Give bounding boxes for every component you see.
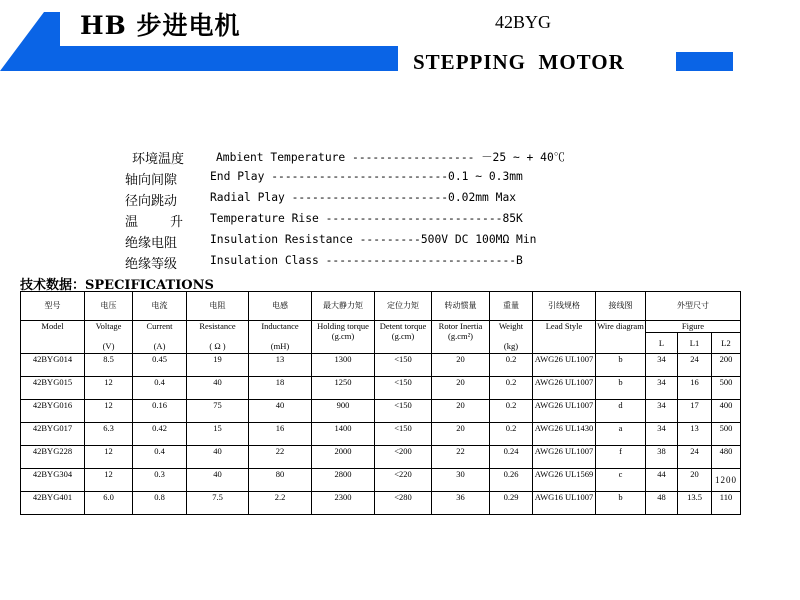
cell-l: 38 — [646, 446, 678, 469]
header-holding-torque-cn: 最大静力矩 — [312, 292, 375, 321]
cell-l1: 20 — [678, 469, 712, 492]
cell-model: 42BYG014 — [21, 354, 85, 377]
cell-voltage: 12 — [85, 400, 133, 423]
cell-inductance: 18 — [249, 377, 312, 400]
cell-current: 0.4 — [133, 377, 187, 400]
cell-inductance: 13 — [249, 354, 312, 377]
table-row — [21, 469, 741, 492]
model-series: 42BYG — [495, 12, 552, 32]
header-model-cn: 型号 — [21, 292, 85, 321]
header-rotor-inertia-cn: 转动惯量 — [432, 292, 490, 321]
table-row — [21, 423, 741, 446]
spec-value-en: Insulation Resistance ---------500V DC 100MΩ Min — [210, 233, 537, 246]
cell-l1: 24 — [678, 354, 712, 377]
cell-inductance: 40 — [249, 400, 312, 423]
cell-model: 42BYG304 — [21, 469, 85, 492]
cell-current: 0.42 — [133, 423, 187, 446]
cell-rotor-inertia: 36 — [432, 492, 490, 515]
spec-value-en: End Play --------------------------0.1 ~ 0.3mm — [210, 170, 523, 183]
spec-label-char: 升 — [169, 215, 183, 230]
cell-l1: 17 — [678, 400, 712, 423]
cell-current: 0.8 — [133, 492, 187, 515]
cell-resistance: 7.5 — [187, 492, 249, 515]
spec-value-en: Temperature Rise --------------------------85K — [210, 212, 523, 225]
cell-model: 42BYG015 — [21, 377, 85, 400]
cell-l: 34 — [646, 400, 678, 423]
cell-weight: 0.2 — [490, 377, 533, 400]
spec-value-en: Radial Play -----------------------0.02mm Max — [210, 191, 517, 204]
spec-label-cn: 绝缘电阻 — [125, 236, 178, 251]
cell-wire-diagram: a — [596, 423, 646, 446]
cell-l: 48 — [646, 492, 678, 515]
cell-current: 0.3 — [133, 469, 187, 492]
cell-wire-diagram: b — [596, 354, 646, 377]
header-wire-diagram: Wire diagram — [596, 321, 646, 354]
specifications-heading: 技术数据：SPECIFICATIONS — [20, 278, 214, 293]
cell-detent-torque: <280 — [375, 492, 432, 515]
page-title: HB 步进电机 — [80, 11, 241, 40]
cell-lead-style: AWG26 UL1007 — [533, 377, 596, 400]
cell-wire-diagram: b — [596, 492, 646, 515]
header-voltage: Voltage (V) — [85, 321, 133, 354]
spec-value-en: Insulation Class ----------------------------B — [210, 254, 523, 267]
cell-lead-style: AWG26 UL1007 — [533, 446, 596, 469]
table-body — [21, 354, 741, 515]
cell-lead-style: AWG26 UL1430 — [533, 423, 596, 446]
cell-holding-torque: 1300 — [312, 354, 375, 377]
cell-l2: 1200 — [712, 469, 741, 492]
cell-detent-torque: <220 — [375, 469, 432, 492]
cell-voltage: 12 — [85, 377, 133, 400]
cell-holding-torque: 900 — [312, 400, 375, 423]
cell-voltage: 6.0 — [85, 492, 133, 515]
cell-l: 44 — [646, 469, 678, 492]
cell-wire-diagram: b — [596, 377, 646, 400]
cell-inductance: 16 — [249, 423, 312, 446]
header-weight-cn: 重量 — [490, 292, 533, 321]
cell-weight: 0.29 — [490, 492, 533, 515]
cell-l: 34 — [646, 423, 678, 446]
cell-l1: 24 — [678, 446, 712, 469]
cell-inductance: 80 — [249, 469, 312, 492]
cell-l1: 13 — [678, 423, 712, 446]
cell-holding-torque: 1250 — [312, 377, 375, 400]
cell-l2: 200 — [712, 354, 741, 377]
cell-l: 34 — [646, 354, 678, 377]
cell-rotor-inertia: 22 — [432, 446, 490, 469]
table-row — [21, 446, 741, 469]
cell-resistance: 40 — [187, 446, 249, 469]
spec-label-cn: 环境温度 — [132, 152, 185, 167]
cell-l1: 16 — [678, 377, 712, 400]
cell-detent-torque: <150 — [375, 377, 432, 400]
cell-lead-style: AWG26 UL1007 — [533, 400, 596, 423]
header-detent-torque-cn: 定位力矩 — [375, 292, 432, 321]
header-blue-block — [676, 52, 733, 71]
specifications-table — [20, 291, 741, 515]
cell-resistance: 40 — [187, 469, 249, 492]
cell-rotor-inertia: 20 — [432, 377, 490, 400]
header-weight: Weight (kg) — [490, 321, 533, 354]
cell-wire-diagram: d — [596, 400, 646, 423]
header-dimensions-cn: 外型尺寸 — [646, 292, 741, 321]
header-current: Current (A) — [133, 321, 187, 354]
cell-rotor-inertia: 20 — [432, 400, 490, 423]
cell-detent-torque: <150 — [375, 423, 432, 446]
cell-weight: 0.26 — [490, 469, 533, 492]
cell-lead-style: AWG16 UL1007 — [533, 492, 596, 515]
cell-model: 42BYG228 — [21, 446, 85, 469]
cell-lead-style: AWG26 UL1007 — [533, 354, 596, 377]
table-row — [21, 400, 741, 423]
header-holding-torque: Holding torque (g.cm) — [312, 321, 375, 354]
cell-voltage: 12 — [85, 446, 133, 469]
cell-inductance: 2.2 — [249, 492, 312, 515]
table-row — [21, 492, 741, 515]
cell-current: 0.4 — [133, 446, 187, 469]
header-rotor-inertia: Rotor Inertia (g.cm²) — [432, 321, 490, 354]
cell-resistance: 19 — [187, 354, 249, 377]
cell-voltage: 12 — [85, 469, 133, 492]
spec-label-cn: 径向跳动 — [125, 194, 178, 209]
spec-label-char: 温 — [125, 215, 139, 230]
header-resistance-cn: 电阻 — [187, 292, 249, 321]
table-header-en-row — [21, 321, 741, 333]
header-resistance: Resistance ( Ω ) — [187, 321, 249, 354]
cell-rotor-inertia: 20 — [432, 423, 490, 446]
cell-resistance: 40 — [187, 377, 249, 400]
cell-holding-torque: 2300 — [312, 492, 375, 515]
header-voltage-cn: 电压 — [85, 292, 133, 321]
cell-rotor-inertia: 30 — [432, 469, 490, 492]
header-lead-style: Lead Style — [533, 321, 596, 354]
table-header-cn-row — [21, 292, 741, 321]
header-model: Model — [21, 321, 85, 354]
spec-label-cn: 轴向间隙 — [125, 173, 178, 188]
cell-model: 42BYG017 — [21, 423, 85, 446]
cell-resistance: 15 — [187, 423, 249, 446]
cell-model: 42BYG016 — [21, 400, 85, 423]
header-l1: L1 — [678, 333, 712, 354]
cell-l: 34 — [646, 377, 678, 400]
cell-model: 42BYG401 — [21, 492, 85, 515]
cell-wire-diagram: f — [596, 446, 646, 469]
cell-weight: 0.2 — [490, 423, 533, 446]
spec-label-cn: 绝缘等级 — [125, 257, 178, 272]
header-detent-torque: Detent torque (g.cm) — [375, 321, 432, 354]
cell-holding-torque: 2800 — [312, 469, 375, 492]
cell-lead-style: AWG26 UL1569 — [533, 469, 596, 492]
cell-detent-torque: <200 — [375, 446, 432, 469]
cell-weight: 0.2 — [490, 354, 533, 377]
cell-voltage: 8.5 — [85, 354, 133, 377]
cell-inductance: 22 — [249, 446, 312, 469]
cell-l2: 500 — [712, 423, 741, 446]
header-figure: Figure — [646, 321, 741, 333]
cell-l2: 400 — [712, 400, 741, 423]
header-inductance-cn: 电感 — [249, 292, 312, 321]
cell-l2: 500 — [712, 377, 741, 400]
cell-l1: 13.5 — [678, 492, 712, 515]
header-inductance: Inductance (mH) — [249, 321, 312, 354]
page-subtitle: STEPPING MOTOR — [413, 50, 625, 74]
header-current-cn: 电流 — [133, 292, 187, 321]
cell-weight: 0.24 — [490, 446, 533, 469]
cell-detent-torque: <150 — [375, 400, 432, 423]
cell-rotor-inertia: 20 — [432, 354, 490, 377]
spec-value-en: Ambient Temperature ------------------ －25 ~ + 40℃ — [216, 151, 566, 164]
table-row — [21, 377, 741, 400]
cell-l2: 480 — [712, 446, 741, 469]
header-l2: L2 — [712, 333, 741, 354]
cell-holding-torque: 1400 — [312, 423, 375, 446]
cell-wire-diagram: c — [596, 469, 646, 492]
spec-label-cn — [125, 211, 183, 230]
cell-resistance: 75 — [187, 400, 249, 423]
cell-current: 0.45 — [133, 354, 187, 377]
cell-weight: 0.2 — [490, 400, 533, 423]
header-lead-style-cn: 引线规格 — [533, 292, 596, 321]
cell-l2: 110 — [712, 492, 741, 515]
cell-holding-torque: 2000 — [312, 446, 375, 469]
cell-voltage: 6.3 — [85, 423, 133, 446]
cell-detent-torque: <150 — [375, 354, 432, 377]
header-wire-diagram-cn: 接线图 — [596, 292, 646, 321]
cell-current: 0.16 — [133, 400, 187, 423]
header-l: L — [646, 333, 678, 354]
table-row — [21, 354, 741, 377]
